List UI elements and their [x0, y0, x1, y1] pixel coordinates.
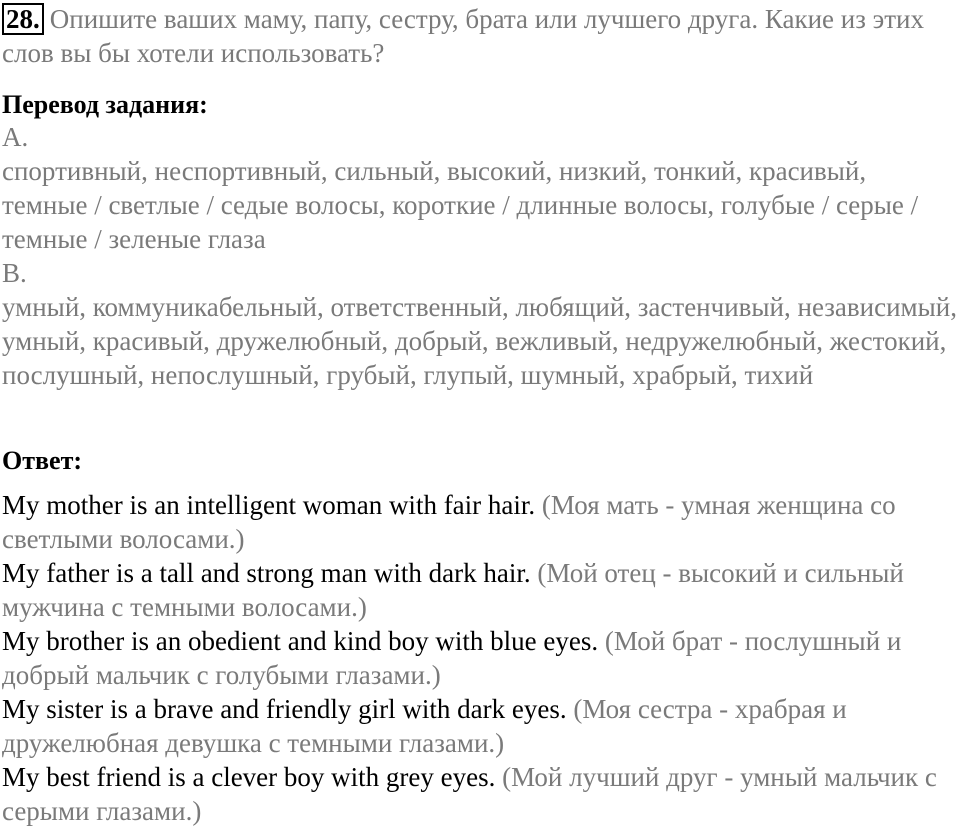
answer-english: My father is a tall and strong man with dark hair.: [2, 558, 531, 588]
section-b-label: В.: [2, 258, 27, 288]
section-b-words: умный, коммуникабельный, ответственный, любящий, застенчивый, независимый, умный, красивый, дружелюбный, добрый, вежливый, недружелюбный, жестокий, послушный, непослушный, грубый, глупый, шумный, храбрый, тихий: [2, 292, 957, 390]
answer-russian: (Мой отец - высокий и сильный мужчина с темными волосами.): [2, 558, 904, 622]
answer-item-sister: [2, 692, 960, 760]
answer-russian: (Мой брат - послушный и добрый мальчик с голубыми глазами.): [2, 626, 902, 690]
answer-russian: (Моя мать - умная женщина со светлыми волосами.): [2, 490, 896, 554]
answer-heading: Ответ:: [2, 446, 83, 475]
task-text: Опишите ваших маму, папу, сестру, брата или лучшего друга. Какие из этих слов вы бы хотели использовать?: [2, 4, 924, 68]
answer-russian: (Мой лучший друг - умный мальчик с серыми глазами.): [2, 762, 937, 826]
answer-english: My mother is an intelligent woman with fair hair.: [2, 490, 536, 520]
section-a-label: А.: [2, 122, 29, 152]
section-a-words: спортивный, неспортивный, сильный, высокий, низкий, тонкий, красивый, темные / светлые / седые волосы, короткие / длинные волосы, голубые / серые / темные / зеленые глаза: [2, 156, 919, 254]
answer-list: [2, 488, 960, 828]
translation-section-b: [2, 256, 957, 392]
answer-english: My best friend is a clever boy with grey eyes.: [2, 762, 496, 792]
answer-english: My brother is an obedient and kind boy with blue eyes.: [2, 626, 599, 656]
answer-item-mother: [2, 488, 960, 556]
task-number: 28.: [2, 3, 44, 35]
translation-section-a: [2, 120, 957, 256]
answer-item-father: [2, 556, 960, 624]
translation-heading: Перевод задания:: [2, 90, 208, 119]
answer-item-brother: [2, 624, 960, 692]
answer-english: My sister is a brave and friendly girl with dark eyes.: [2, 694, 567, 724]
task-statement: [2, 2, 952, 70]
answer-russian: (Моя сестра - храбрая и дружелюбная девушка с темными глазами.): [2, 694, 847, 758]
answer-item-best-friend: [2, 760, 960, 828]
